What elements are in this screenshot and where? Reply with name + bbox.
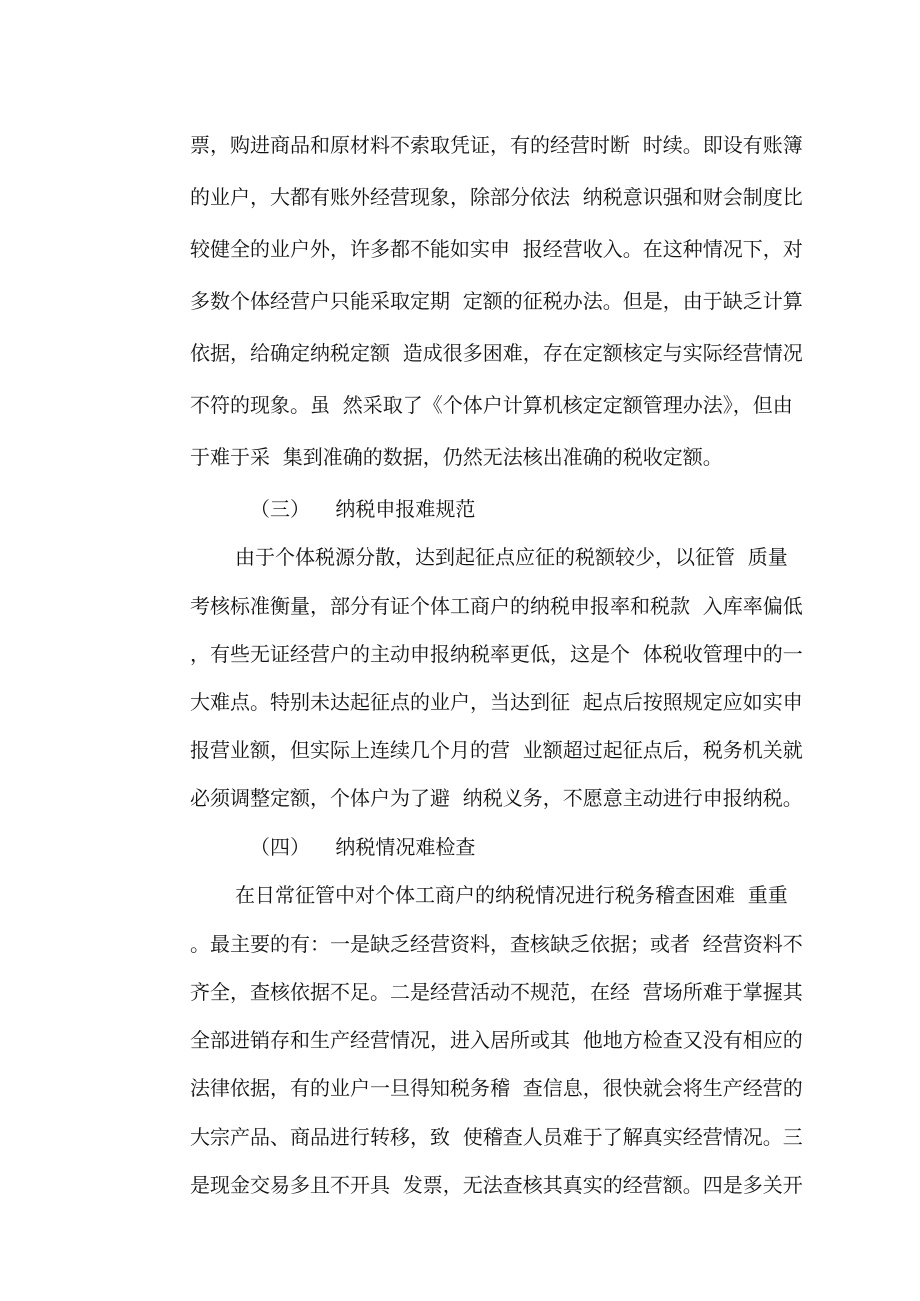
paragraph-3-line-1: 在日常征管中对个体工商户的纳税情况进行税务稽查困难 重重 bbox=[235, 883, 788, 907]
paragraph-2-line-5: 报营业额，但实际上连续几个月的营 业额超过起征点后，税务机关就 bbox=[190, 738, 803, 762]
paragraph-3-line-2: 。最主要的有：一是缺乏经营资料，查核缺乏依据；或者 经营资料不 bbox=[190, 932, 803, 956]
paragraph-1-line-5: 依据，给确定纳税定额 造成很多困难，存在定额核定与实际经营情况 bbox=[190, 341, 803, 365]
paragraph-1-line-7: 于难于采 集到准确的数据，仍然无法核出准确的税收定额。 bbox=[190, 445, 723, 469]
paragraph-1-line-6: 不符的现象。虽 然采取了《个体户计算机核定定额管理办法》，但由 bbox=[190, 393, 793, 417]
paragraph-3-line-6: 大宗产品、商品进行转移，致 使稽查人员难于了解真实经营情况。三 bbox=[190, 1125, 803, 1149]
paragraph-3-line-3: 齐全，查核依据不足。二是经营活动不规范，在经 营场所难于掌握其 bbox=[190, 980, 803, 1004]
paragraph-1-line-3: 较健全的业户外，许多都不能如实申 报经营收入。在这种情况下，对 bbox=[190, 237, 803, 261]
paragraph-1-line-1: 票，购进商品和原材料不索取凭证，有的经营时断 时续。即设有账簿 bbox=[190, 133, 803, 157]
paragraph-2-line-1: 由于个体税源分散，达到起征点应征的税额较少，以征管 质量 bbox=[235, 545, 788, 569]
section-heading-4: （四） 纳税情况难检查 bbox=[250, 835, 476, 859]
paragraph-2-line-4: 大难点。特别未达起征点的业户，当达到征 起点后按照规定应如实申 bbox=[190, 690, 803, 714]
paragraph-2-line-3: ，有些无证经营户的主动申报纳税率更低，这是个 体税收管理中的一 bbox=[190, 642, 803, 666]
paragraph-3-line-7: 是现金交易多且不开具 发票，无法查核其真实的经营额。四是多关开 bbox=[190, 1173, 803, 1197]
paragraph-3-line-4: 全部进销存和生产经营情况，进入居所或其 他地方检查又没有相应的 bbox=[190, 1028, 803, 1052]
paragraph-1-line-2: 的业户，大都有账外经营现象，除部分依法 纳税意识强和财会制度比 bbox=[190, 185, 803, 209]
paragraph-3-line-5: 法律依据，有的业户一旦得知税务稽 查信息，很快就会将生产经营的 bbox=[190, 1076, 803, 1100]
paragraph-2-line-2: 考核标准衡量，部分有证个体工商户的纳税申报率和税款 入库率偏低 bbox=[190, 594, 803, 618]
paragraph-2-line-6: 必须调整定额，个体户为了避 纳税义务，不愿意主动进行申报纳税。 bbox=[190, 786, 803, 810]
paragraph-1-line-4: 多数个体经营户只能采取定期 定额的征税办法。但是，由于缺乏计算 bbox=[190, 289, 803, 313]
section-heading-3: （三） 纳税申报难规范 bbox=[250, 497, 476, 521]
